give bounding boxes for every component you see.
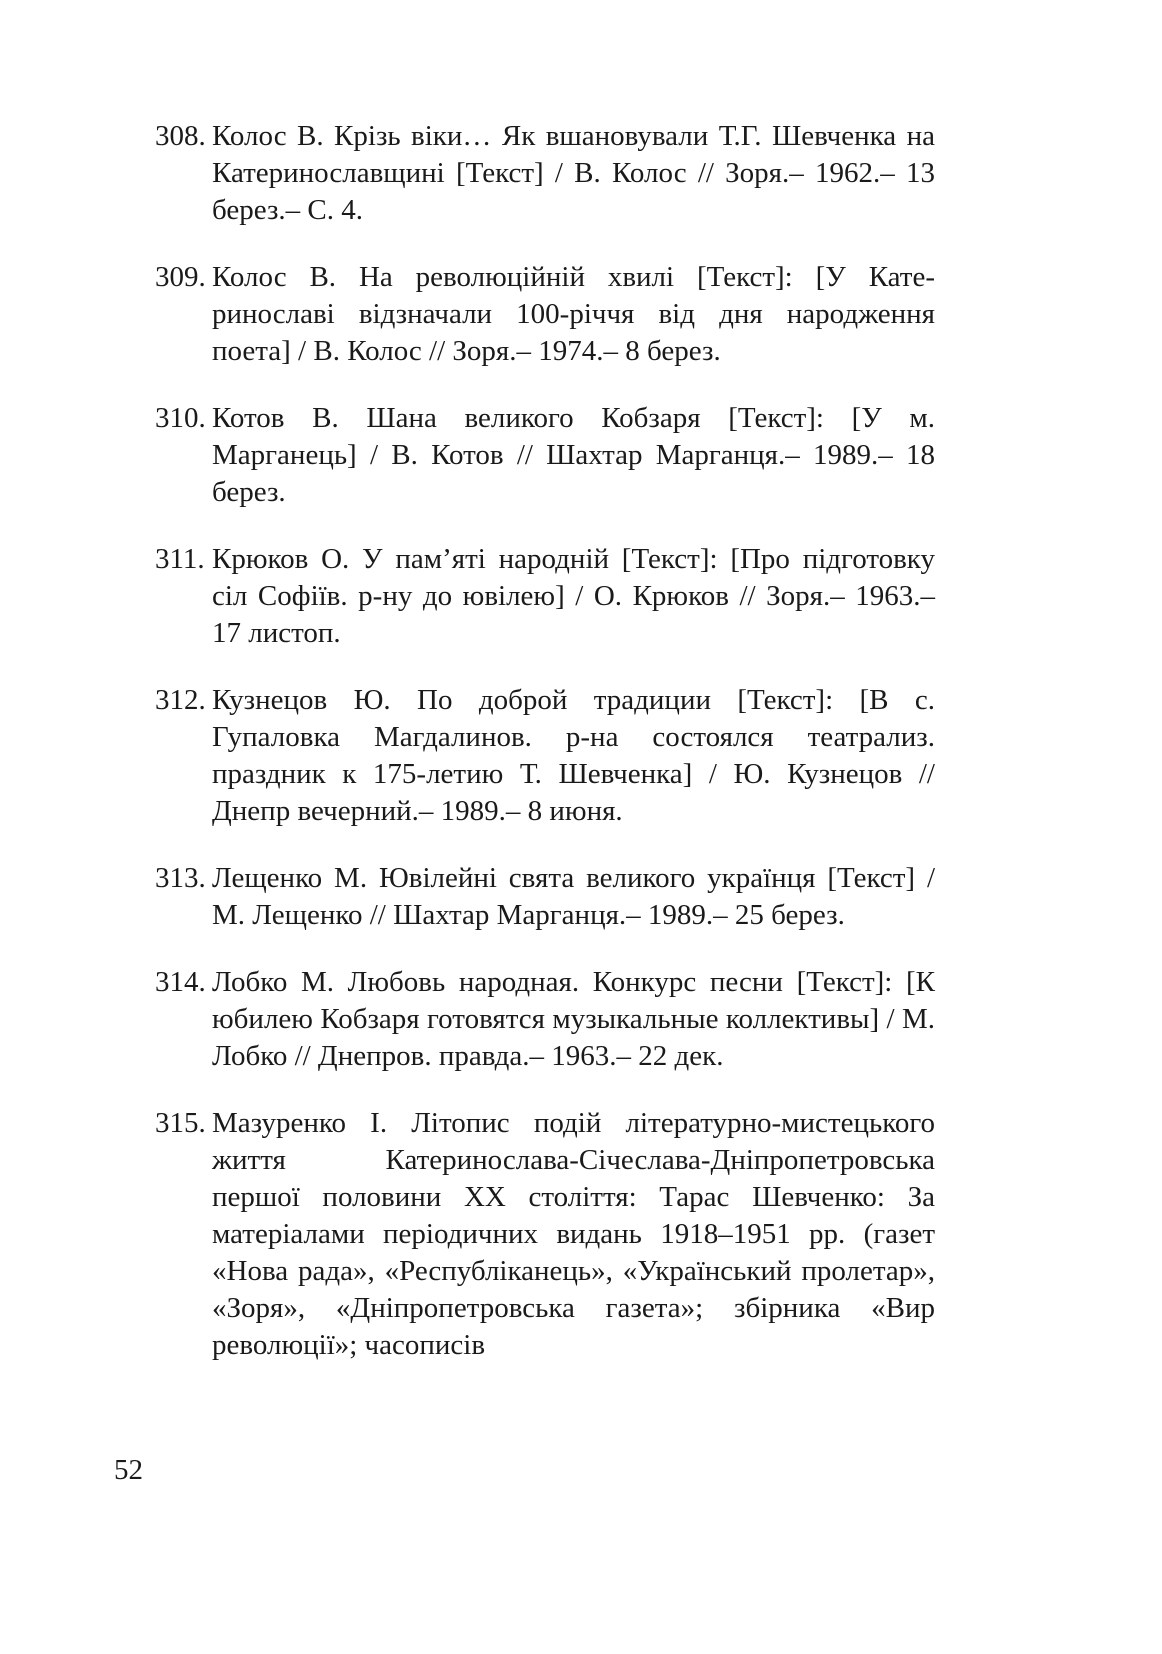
- bibliography-entry-314: [155, 964, 935, 1075]
- entry-number: 309.: [155, 261, 206, 293]
- bibliography-entry-311: [155, 541, 935, 652]
- bibliography-entry-315: [155, 1105, 935, 1364]
- entry-text: Лещенко М. Ювілейні свята великого українця [Текст] / М. Лещенко // Шахтар Марганця.– 1989.– 25 берез.: [212, 862, 935, 931]
- page-number: 52: [114, 1454, 143, 1486]
- entry-number: 313.: [155, 862, 206, 894]
- entry-text: Колос В. Крізь віки… Як вшановували Т.Г. Шевченка на Катеринославщині [Текст] / В. Колос // Зоря.– 1962.– 13 берез.– С. 4.: [212, 120, 935, 226]
- bibliography-entry-309: [155, 259, 935, 370]
- entry-number: 312.: [155, 684, 206, 716]
- entry-number: 315.: [155, 1107, 206, 1139]
- entry-number: 311.: [155, 543, 205, 575]
- bibliography-list: [155, 118, 935, 1394]
- entry-text: Крюков О. У пам’яті народній [Текст]: [Про підготовку сіл Софіїв. р-ну до ювілею] / О. Крюков // Зоря.– 1963.– 17 листоп.: [212, 543, 935, 649]
- entry-number: 308.: [155, 120, 206, 152]
- entry-number: 310.: [155, 402, 206, 434]
- entry-text: Мазуренко І. Літопис подій літературно-мистецького життя Катеринослава-Січеслава-Дніпропетровська першої половини XX століття: Тарас Шевченко: За матеріалами періодичних видань 1918–1951 рр. (газет «Нова рада», «Республіканець», «Український пролетар», «Зоря», «Дніпропетровська газета»; збірника «Вир революції»; часописів: [212, 1107, 935, 1361]
- bibliography-entry-310: [155, 400, 935, 511]
- bibliography-entry-313: [155, 860, 935, 934]
- bibliography-entry-312: [155, 682, 935, 830]
- entry-text: Колос В. На революційній хвилі [Текст]: [У Катеринославі відзначали 100-річчя від дня народження поета] / В. Колос // Зоря.– 1974.– 8 берез.: [212, 261, 935, 367]
- entry-number: 314.: [155, 966, 206, 998]
- entry-text: Котов В. Шана великого Кобзаря [Текст]: [У м. Марганець] / В. Котов // Шахтар Марганця.– 1989.– 18 берез.: [212, 402, 935, 508]
- entry-text: Кузнецов Ю. По доброй традиции [Текст]: [В с. Гупаловка Магдалинов. р-на состоялся театрализ. праздник к 175-летию Т. Шевченка] / Ю. Кузнецов // Днепр вечерний.– 1989.– 8 июня.: [212, 684, 935, 827]
- bibliography-entry-308: [155, 118, 935, 229]
- entry-text: Лобко М. Любовь народная. Конкурс песни [Текст]: [К юбилею Кобзаря готовятся музыкальные коллективы] / М. Лобко // Днепров. правда.– 1963.– 22 дек.: [212, 966, 935, 1072]
